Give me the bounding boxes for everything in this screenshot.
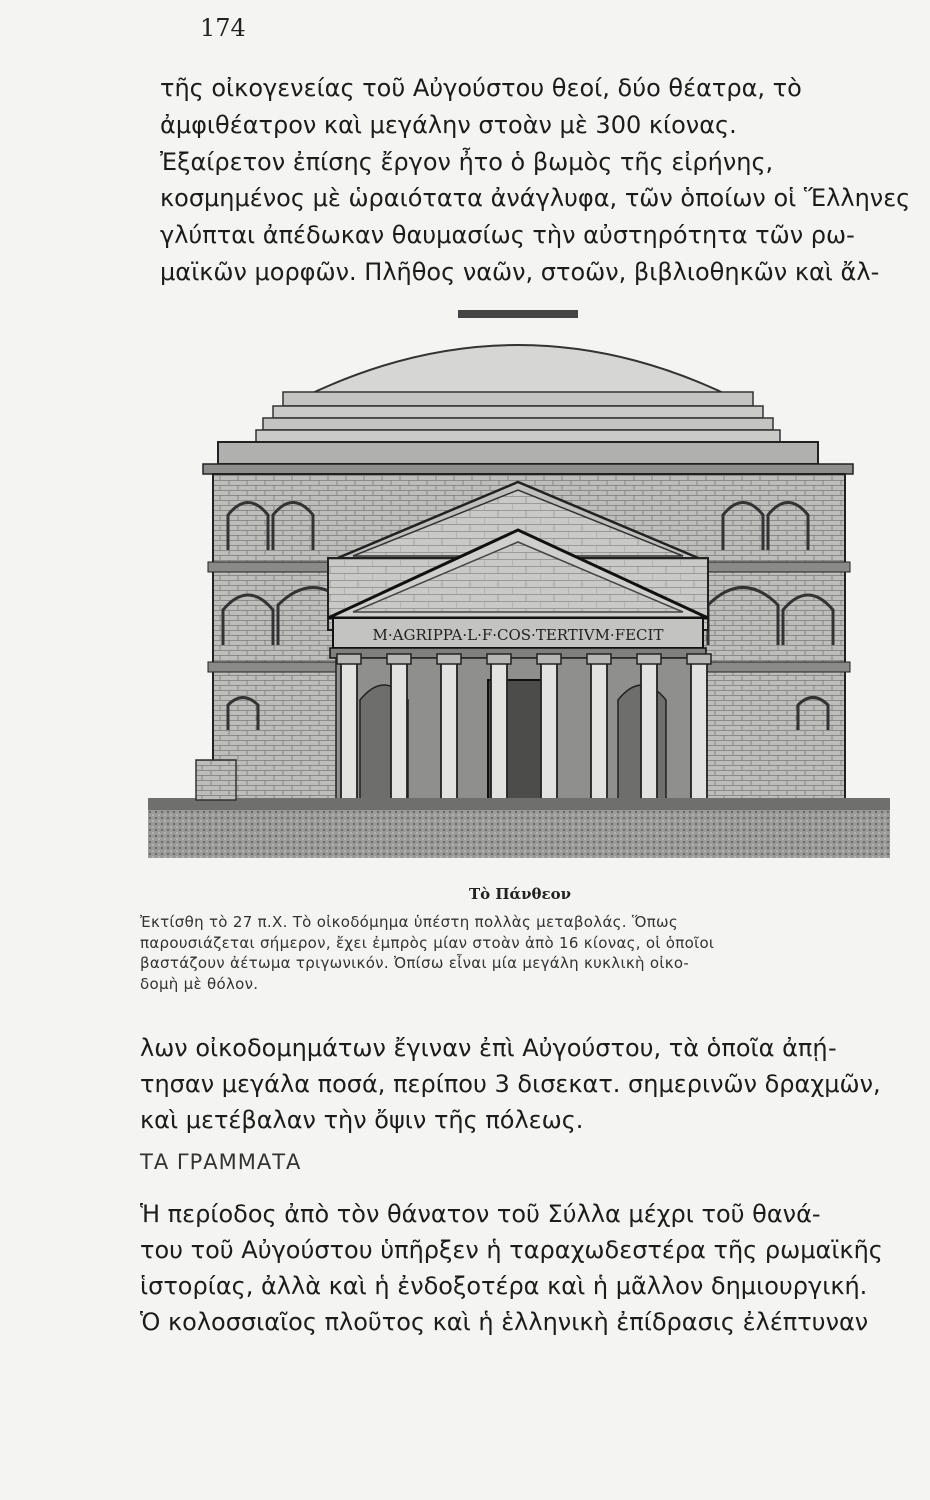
pantheon-illustration [148,300,890,860]
section-heading: ΤΑ ΓΡΑΜΜΑΤΑ [140,1150,302,1174]
text-line: μαϊκῶν μορφῶν. Πλῆθος ναῶν, στοῶν, βιβλιοθηκῶν καὶ ἄλ- [160,257,880,286]
text-line: Ἐξαίρετον ἐπίσης ἔργον ἦτο ὁ βωμὸς τῆς εἰρήνης, [160,147,774,176]
text-line: τῆς οἰκογενείας τοῦ Αὐγούστου θεοί, δύο θέατρα, τὸ [160,74,802,102]
inscription: M·AGRIPPA·L·F·COS·TERTIVM·FECIT [372,626,664,644]
text-line: Ὁ κολοσσιαῖος πλοῦτος καὶ ἡ ἑλληνικὴ ἐπίδρασις ἐλέπτυναν [140,1308,869,1336]
page-number: 174 [200,14,246,42]
caption-line: παρουσιάζεται σήμερον, ἔχει ἐμπρὸς μίαν στοὰν ἀπὸ 16 κίονας, οἱ ὁποῖοι [140,933,715,952]
paragraph-bottom [140,1196,885,1340]
caption-line: Ἐκτίσθη τὸ 27 π.Χ. Τὸ οἰκοδόμημα ὑπέστη πολλὰς μεταβολάς. Ὅπως [140,913,679,931]
caption-line: δομὴ μὲ θόλον. [140,974,259,993]
text-line: ἱστορίας, ἀλλὰ καὶ ἡ ἐνδοξοτέρα καὶ ἡ μᾶλλον δημιουργική. [140,1272,868,1300]
ground [148,808,890,858]
pantheon-drawing [148,300,890,860]
text-line: ἀμφιθέατρον καὶ μεγάλην στοὰν μὲ 300 κίονας. [160,110,737,139]
figure-caption [140,912,880,994]
text-line: γλύπται ἀπέδωκαν θαυμασίως τὴν αὐστηρότητα τῶν ρω- [160,221,855,250]
text-line: κοσμημένος μὲ ὡραιότατα ἀνάγλυφα, τῶν ὁποίων οἱ Ἕλληνες [160,184,911,213]
paragraph-top [160,70,911,291]
figure-caption-title: Τὸ Πάνθεον [468,885,572,903]
text-line: καὶ μετέβαλαν τὴν ὄψιν τῆς πόλεως. [140,1106,584,1134]
text-line: τησαν μεγάλα ποσά, περίπου 3 δισεκατ. σημερινῶν δραχμῶν, [140,1070,881,1098]
paragraph-middle [140,1030,885,1138]
text-line: Ἡ περίοδος ἀπὸ τὸν θάνατον τοῦ Σύλλα μέχρι τοῦ θανά- [140,1200,821,1228]
oculus-ring [458,310,578,318]
text-line: λων οἰκοδομημάτων ἔγιναν ἐπὶ Αὐγούστου, τὰ ὁποῖα ἀπῄ- [140,1034,837,1062]
caption-line: βαστάζουν ἀέτωμα τριγωνικόν. Ὀπίσω εἶναι μία μεγάλη κυκλικὴ οἰκο- [140,954,690,972]
text-line: του τοῦ Αὐγούστου ὑπῆρξεν ἡ ταραχωδεστέρα τῆς ρωμαϊκῆς [140,1236,883,1264]
